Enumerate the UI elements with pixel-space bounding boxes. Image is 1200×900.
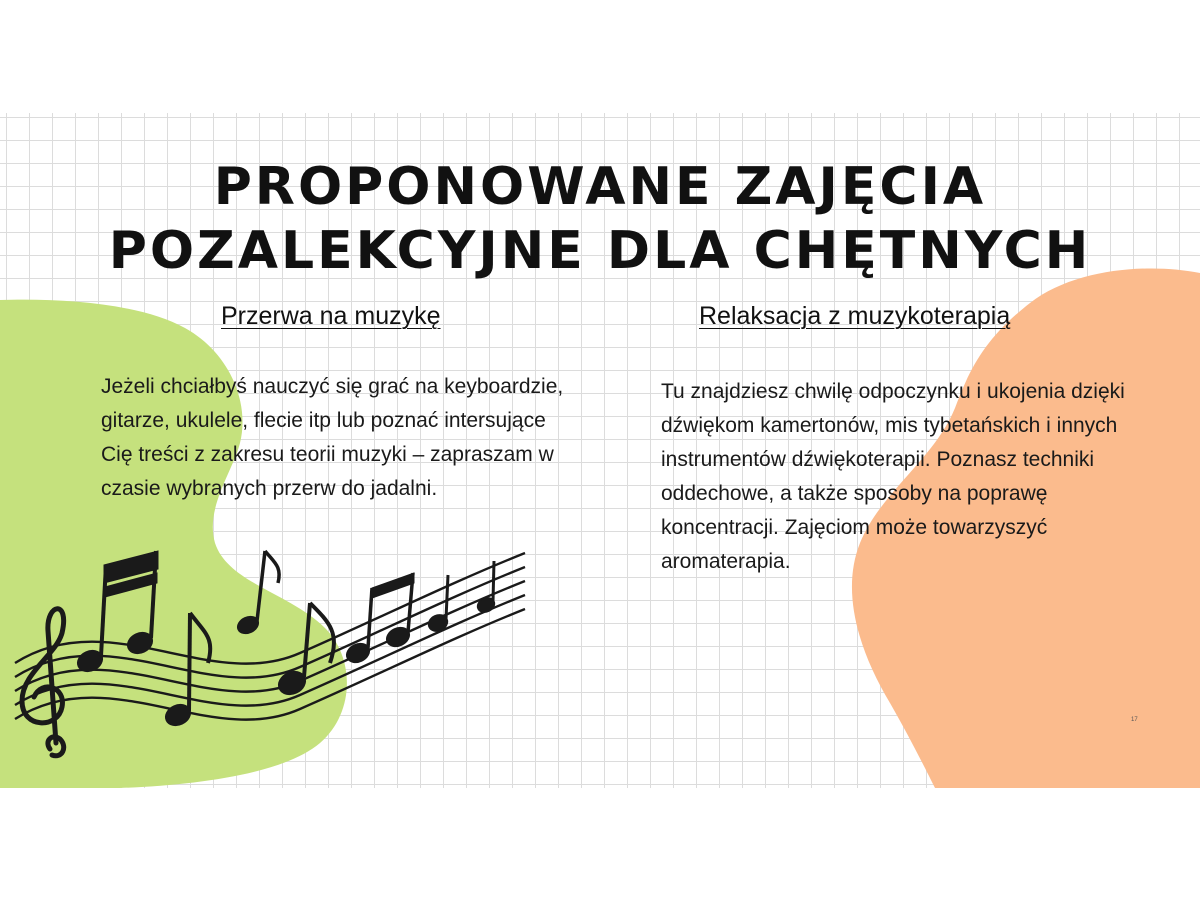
- slide: [0, 113, 1200, 788]
- left-column-heading: Przerwa na muzykę: [221, 302, 441, 330]
- treble-clef-icon: [22, 609, 64, 756]
- left-column-text: Jeżeli chciałbyś nauczyć się grać na keyboardzie, gitarze, ukulele, flecie itp lub poznać intersujące Cię treści z zakresu teorii muzyki – zapraszam w czasie wybranych przerw do jadalni.: [101, 375, 564, 500]
- right-column-text: Tu znajdziesz chwilę odpoczynku i ukojenia dzięki dźwiękom kamertonów, mis tybetańskich i innych instrumentów dźwiękoterapii. Poznasz techniki oddechowe, a także sposoby na poprawę koncentracji. Zajęciom może towarzyszyć aromaterapia.: [661, 380, 1125, 573]
- right-column-heading: Relaksacja z muzykoterapią: [699, 302, 1011, 330]
- page-number: 17: [1131, 717, 1138, 723]
- slide-title: PROPONOWANE ZAJĘCIA POZALEKCYJNE DLA CHĘTNYCH: [108, 157, 1092, 281]
- music-staff-notes-icon: [0, 543, 530, 773]
